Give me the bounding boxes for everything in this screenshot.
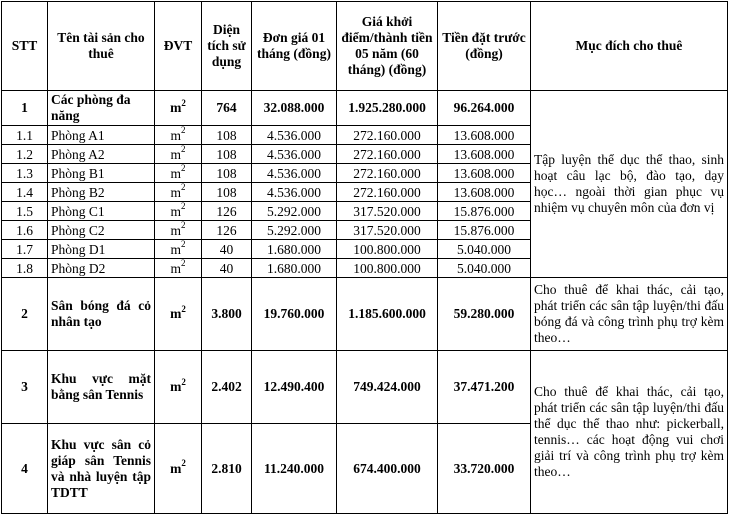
cell-area: 40 bbox=[202, 259, 252, 278]
cell-name: Phòng A1 bbox=[48, 126, 155, 145]
cell-monthly: 5.292.000 bbox=[252, 221, 337, 240]
cell-name: Khu vực mặt bằng sân Tennis bbox=[48, 351, 155, 424]
cell-total: 1.925.280.000 bbox=[337, 91, 438, 126]
cell-unit: $m^2$ bbox=[155, 164, 202, 183]
cell-unit: $m^2$ bbox=[155, 259, 202, 278]
cell-stt: 1.7 bbox=[2, 240, 48, 259]
cell-total: 100.800.000 bbox=[337, 259, 438, 278]
cell-total: 317.520.000 bbox=[337, 202, 438, 221]
cell-unit: $m^2$ bbox=[155, 145, 202, 164]
cell-deposit: 96.264.000 bbox=[438, 91, 531, 126]
cell-total: 674.400.000 bbox=[337, 424, 438, 514]
cell-monthly: 1.680.000 bbox=[252, 240, 337, 259]
cell-area: 126 bbox=[202, 202, 252, 221]
cell-name: Phòng B1 bbox=[48, 164, 155, 183]
cell-stt: 1.8 bbox=[2, 259, 48, 278]
cell-monthly: 19.760.000 bbox=[252, 278, 337, 351]
cell-stt: 2 bbox=[2, 278, 48, 351]
cell-monthly: 4.536.000 bbox=[252, 164, 337, 183]
cell-purpose: Cho thuê để khai thác, cải tạo, phát triển các sân tập luyện/thi đấu thể dục thể thao như: pickerball, tennis… các hoạt động vui chơi giải trí và công trình phụ trợ kèm theo… bbox=[531, 351, 728, 514]
cell-stt: 1.6 bbox=[2, 221, 48, 240]
cell-name: Sân bóng đá cỏ nhân tạo bbox=[48, 278, 155, 351]
cell-name: Khu vực sân cỏ giáp sân Tennis và nhà luyện tập TDTT bbox=[48, 424, 155, 514]
header-stt: STT bbox=[2, 2, 48, 91]
cell-total: 749.424.000 bbox=[337, 351, 438, 424]
cell-total: 272.160.000 bbox=[337, 164, 438, 183]
cell-area: 764 bbox=[202, 91, 252, 126]
cell-stt: 1.1 bbox=[2, 126, 48, 145]
cell-name: Phòng C2 bbox=[48, 221, 155, 240]
cell-total: 100.800.000 bbox=[337, 240, 438, 259]
cell-name: Các phòng đa năng bbox=[48, 91, 155, 126]
cell-area: 40 bbox=[202, 240, 252, 259]
cell-deposit: 59.280.000 bbox=[438, 278, 531, 351]
cell-area: 126 bbox=[202, 221, 252, 240]
cell-monthly: 11.240.000 bbox=[252, 424, 337, 514]
cell-stt: 1.4 bbox=[2, 183, 48, 202]
cell-monthly: 4.536.000 bbox=[252, 183, 337, 202]
cell-area: 108 bbox=[202, 183, 252, 202]
cell-deposit: 13.608.000 bbox=[438, 126, 531, 145]
cell-monthly: 4.536.000 bbox=[252, 126, 337, 145]
header-deposit: Tiền đặt trước (đồng) bbox=[438, 2, 531, 91]
header-row bbox=[2, 2, 728, 91]
cell-deposit: 15.876.000 bbox=[438, 221, 531, 240]
cell-name: Phòng A2 bbox=[48, 145, 155, 164]
cell-deposit: 5.040.000 bbox=[438, 259, 531, 278]
cell-name: Phòng C1 bbox=[48, 202, 155, 221]
cell-total: 272.160.000 bbox=[337, 145, 438, 164]
cell-area: 2.810 bbox=[202, 424, 252, 514]
cell-total: 272.160.000 bbox=[337, 126, 438, 145]
cell-unit: $m^2$ bbox=[155, 351, 202, 424]
cell-name: Phòng B2 bbox=[48, 183, 155, 202]
cell-unit: $m^2$ bbox=[155, 240, 202, 259]
cell-deposit: 37.471.200 bbox=[438, 351, 531, 424]
table-row bbox=[2, 91, 728, 126]
cell-area: 108 bbox=[202, 126, 252, 145]
table-row bbox=[2, 278, 728, 351]
cell-name: Phòng D2 bbox=[48, 259, 155, 278]
header-monthly-price: Đơn giá 01 tháng (đồng) bbox=[252, 2, 337, 91]
header-name: Tên tài sản cho thuê bbox=[48, 2, 155, 91]
header-unit: ĐVT bbox=[155, 2, 202, 91]
cell-total: 317.520.000 bbox=[337, 221, 438, 240]
cell-deposit: 13.608.000 bbox=[438, 145, 531, 164]
cell-purpose: Cho thuê để khai thác, cải tạo, phát triển các sân tập luyện/thi đấu bóng đá và công trình phụ trợ kèm theo… bbox=[531, 278, 728, 351]
cell-purpose: Tập luyện thể dục thể thao, sinh hoạt câu lạc bộ, đào tạo, dạy học… ngoài thời gian phục vụ nhiệm vụ chuyên môn của đơn vị bbox=[531, 91, 728, 278]
cell-area: 108 bbox=[202, 145, 252, 164]
cell-total: 272.160.000 bbox=[337, 183, 438, 202]
cell-deposit: 13.608.000 bbox=[438, 183, 531, 202]
header-purpose: Mục đích cho thuê bbox=[531, 2, 728, 91]
cell-monthly: 1.680.000 bbox=[252, 259, 337, 278]
header-starting-price: Giá khởi điểm/thành tiền 05 năm (60 tháng) (đồng) bbox=[337, 2, 438, 91]
cell-monthly: 4.536.000 bbox=[252, 145, 337, 164]
cell-unit: $m^2$ bbox=[155, 221, 202, 240]
table-row bbox=[2, 351, 728, 424]
cell-stt: 1.3 bbox=[2, 164, 48, 183]
header-area: Diện tích sử dụng bbox=[202, 2, 252, 91]
cell-unit: $m^2$ bbox=[155, 202, 202, 221]
cell-stt: 1.5 bbox=[2, 202, 48, 221]
cell-deposit: 13.608.000 bbox=[438, 164, 531, 183]
rental-assets-table bbox=[1, 1, 728, 514]
cell-monthly: 32.088.000 bbox=[252, 91, 337, 126]
cell-unit: $m^2$ bbox=[155, 424, 202, 514]
cell-unit: $m^2$ bbox=[155, 278, 202, 351]
cell-area: 3.800 bbox=[202, 278, 252, 351]
cell-name: Phòng D1 bbox=[48, 240, 155, 259]
cell-stt: 1 bbox=[2, 91, 48, 126]
cell-unit: $m^2$ bbox=[155, 183, 202, 202]
cell-deposit: 15.876.000 bbox=[438, 202, 531, 221]
cell-unit: $m^2$ bbox=[155, 126, 202, 145]
cell-deposit: 33.720.000 bbox=[438, 424, 531, 514]
cell-monthly: 5.292.000 bbox=[252, 202, 337, 221]
cell-deposit: 5.040.000 bbox=[438, 240, 531, 259]
cell-unit: $m^2$ bbox=[155, 91, 202, 126]
cell-area: 2.402 bbox=[202, 351, 252, 424]
cell-stt: 4 bbox=[2, 424, 48, 514]
cell-total: 1.185.600.000 bbox=[337, 278, 438, 351]
cell-stt: 1.2 bbox=[2, 145, 48, 164]
cell-area: 108 bbox=[202, 164, 252, 183]
cell-monthly: 12.490.400 bbox=[252, 351, 337, 424]
cell-stt: 3 bbox=[2, 351, 48, 424]
